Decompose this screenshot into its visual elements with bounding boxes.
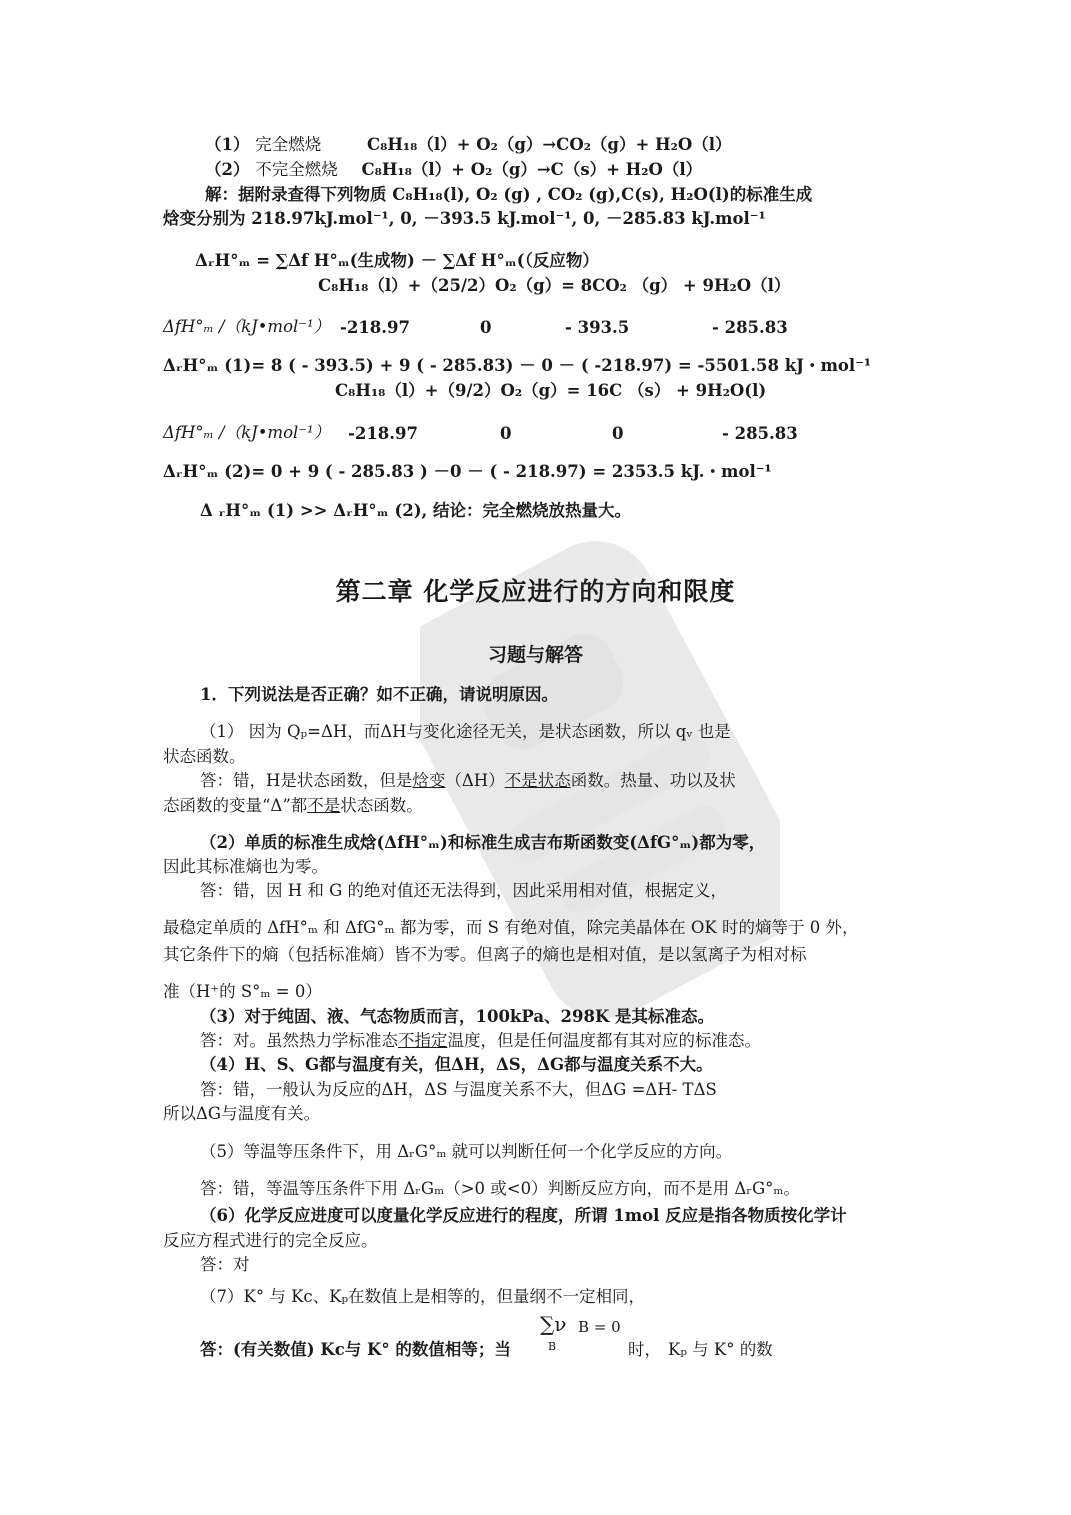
answer-4: 答：错，一般认为反应的ΔH，ΔS 与温度关系不大，但ΔG =ΔH- TΔS	[200, 1080, 717, 1099]
answer-2: 答：错，因 H 和 G 的绝对值还无法得到，因此采用相对值，根据定义，	[200, 881, 728, 900]
value-cell: -218.97	[340, 318, 410, 337]
answer-1-cont	[163, 795, 423, 817]
item-6-text-cont: 反应方程式进行的完全反应。	[163, 1231, 378, 1250]
enthalpy-row-2	[163, 422, 330, 444]
calc-2: ΔᵣH°ₘ (2)= 0 + 9 ( - 285.83 ) －0 － ( - 218.97) = 2353.5 kJ.・mol⁻¹	[163, 462, 772, 481]
solution-intro: 解：据附录查得下列物质 C₈H₁₈(l), O₂ (g) , CO₂ (g),C(s), H₂O(l)的标准生成	[205, 185, 813, 204]
equation: C₈H₁₈（l）+ O₂（g）→CO₂（g）+ H₂O（l）	[366, 135, 732, 154]
sum-subscript: B	[548, 1340, 557, 1353]
item-label: 完全燃烧	[255, 135, 322, 154]
item-5-text: （5）等温等压条件下，用 ΔᵣG°ₘ 就可以判断任何一个化学反应的方向。	[200, 1142, 733, 1161]
answer-text: 答：错，H是状态函数，但是	[200, 771, 413, 790]
answer-4-cont: 所以ΔG与温度有关。	[163, 1104, 321, 1123]
calc-1: ΔᵣH°ₘ (1)= 8 ( - 393.5) + 9 ( - 285.83) － 0 － ( -218.97) = -5501.58 kJ・mol⁻¹	[163, 356, 872, 375]
item-number: （2）	[205, 160, 250, 179]
enthalpy-formula: ΔᵣH°ₘ = ∑Δf H°ₘ(生成物) － ∑Δf H°ₘ(（反应物）	[195, 251, 599, 270]
item-4-text: （4）H、S、G都与温度有关，但ΔH，ΔS，ΔG都与温度关系不大。	[200, 1055, 713, 1074]
item-2-text-cont: 因此其标准熵也为零。	[163, 857, 328, 876]
underlined-text: 不指定	[398, 1031, 448, 1050]
answer-5: 答：错，等温等压条件下用 ΔᵣGₘ（>0 或<0）判断反应方向，而不是用 ΔᵣG°ₘ。	[200, 1179, 801, 1198]
underlined-text: 不是状态	[504, 771, 571, 790]
item-7-text: （7）K° 与 Kc、Kₚ在数值上是相等的，但量纲不一定相同，	[200, 1287, 646, 1306]
conclusion: Δ ᵣH°ₘ (1) >> ΔᵣH°ₘ (2), 结论：完全燃烧放热量大。	[200, 501, 632, 520]
value-cell: -218.97	[348, 424, 418, 443]
reaction-1: C₈H₁₈（l）+（25/2）O₂（g）= 8CO₂ （g） + 9H₂O（l）	[318, 276, 791, 295]
item-2-text: （2）单质的标准生成焓(ΔfH°ₘ)和标准生成吉布斯函数变(ΔfG°ₘ)都为零，	[200, 833, 766, 852]
answer-text: 温度，但是任何温度都有其对应的标准态。	[447, 1031, 761, 1050]
underlined-text: 焓变	[412, 771, 446, 790]
answer-2-cont: 最稳定单质的 ΔfH°ₘ 和 ΔfG°ₘ 都为零，而 S 有绝对值，除完美晶体在 OK 时的熵等于 0 外，	[163, 918, 859, 937]
answer-7: 答：(有关数值) Kc与 K° 的数值相等；当	[200, 1340, 511, 1359]
value-cell: 0	[480, 318, 492, 337]
answer-3	[200, 1030, 761, 1052]
equation-line-1	[205, 134, 731, 156]
enthalpy-row-1	[163, 316, 330, 338]
item-6-text: （6）化学反应进度可以度量化学反应进行的程度，所谓 1mol 反应是指各物质按化学计	[200, 1206, 847, 1225]
sum-symbol: ∑ν	[540, 1312, 567, 1336]
sum-rhs: B = 0	[578, 1318, 621, 1336]
value-cell: 0	[500, 424, 512, 443]
answer-text: 状态函数。	[340, 796, 423, 815]
answer-text: （ΔH）	[445, 771, 505, 790]
answer-6: 答：对	[200, 1255, 250, 1274]
answer-2-cont: 准（H⁺的 S°ₘ = 0）	[163, 982, 322, 1001]
chapter-title: 第二章 化学反应进行的方向和限度	[335, 577, 736, 606]
value-cell: 0	[612, 424, 624, 443]
equation: C₈H₁₈（l）+ O₂（g）→C（s）+ H₂O（l）	[361, 160, 703, 179]
answer-7-mid: 时，	[628, 1340, 661, 1359]
item-number: （1）	[205, 135, 250, 154]
item-1-text-cont: 状态函数。	[163, 747, 246, 766]
answer-7-end: Kₚ 与 K° 的数	[668, 1340, 773, 1359]
value-cell: - 285.83	[712, 318, 788, 337]
item-label: 不完全燃烧	[255, 160, 338, 179]
answer-1	[200, 770, 736, 792]
equation-line-2	[205, 159, 702, 181]
row-label: ΔfH°ₘ /（kJ•mol⁻¹）	[163, 317, 331, 336]
row-label: ΔfH°ₘ /（kJ•mol⁻¹）	[163, 423, 331, 442]
answer-text: 态函数的变量“Δ”都	[163, 796, 308, 815]
item-1-text: （1） 因为 Qₚ=ΔH，而ΔH与变化途径无关，是状态函数，所以 qᵥ 也是	[200, 722, 731, 741]
reaction-2: C₈H₁₈（l）+（9/2）O₂（g）= 16C （s） + 9H₂O(l)	[335, 381, 767, 400]
question-1: 1．下列说法是否正确？如不正确，请说明原因。	[200, 685, 558, 704]
answer-text: 答：对。虽然热力学标准态	[200, 1031, 398, 1050]
value-cell: - 393.5	[565, 318, 630, 337]
answer-2-cont: 其它条件下的熵（包括标准熵）皆不为零。但离子的熵也是相对值，是以氢离子为相对标	[163, 945, 807, 964]
item-3-text: （3）对于纯固、液、气态物质而言，100kPa、298K 是其标准态。	[200, 1007, 715, 1026]
answer-text: 函数。热量、功以及状	[570, 771, 736, 790]
value-cell: - 285.83	[722, 424, 798, 443]
section-title: 习题与解答	[487, 644, 583, 666]
solution-values: 焓变分别为 218.97kJ.mol⁻¹, 0, －393.5 kJ.mol⁻¹, 0, －285.83 kJ.mol⁻¹	[163, 209, 766, 228]
underlined-text: 不是	[307, 796, 341, 815]
